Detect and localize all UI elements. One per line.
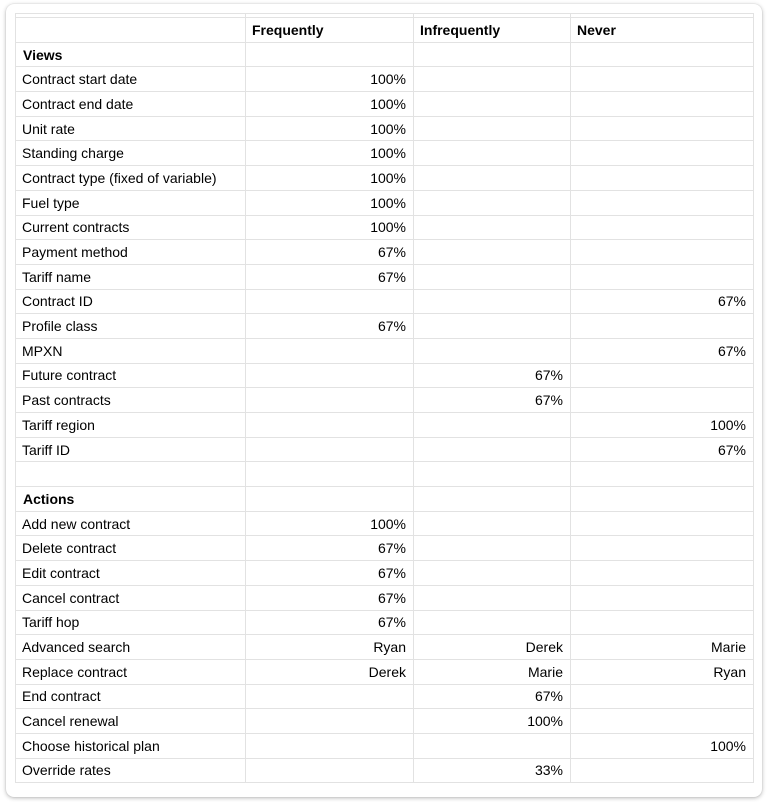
cell-infrequently[interactable] — [414, 561, 571, 586]
cell-infrequently[interactable] — [414, 462, 571, 487]
cell-infrequently[interactable] — [414, 289, 571, 314]
cell-infrequently[interactable]: 67% — [414, 388, 571, 413]
cell-frequently[interactable] — [246, 363, 414, 388]
cell-frequently[interactable]: Ryan — [246, 635, 414, 660]
row-label-cell[interactable]: Override rates — [16, 758, 246, 783]
table-row — [16, 314, 754, 339]
row-label-cell[interactable]: Add new contract — [16, 511, 246, 536]
cell-never[interactable]: 100% — [571, 413, 754, 438]
cell-infrequently[interactable] — [414, 42, 571, 67]
table-row — [16, 585, 754, 610]
cell-infrequently[interactable] — [414, 585, 571, 610]
cell-infrequently[interactable] — [414, 215, 571, 240]
section-header-row-views — [16, 42, 754, 67]
cell-never[interactable] — [571, 166, 754, 191]
row-label-cell[interactable]: Contract start date — [16, 67, 246, 92]
row-label-cell[interactable]: Fuel type — [16, 190, 246, 215]
table-row — [16, 413, 754, 438]
section-header-cell[interactable]: Actions — [16, 487, 246, 512]
cell-never[interactable]: 67% — [571, 338, 754, 363]
table-row — [16, 437, 754, 462]
corner-cell[interactable] — [16, 18, 246, 43]
cell-infrequently[interactable]: Infrequently — [414, 18, 571, 43]
cell-never[interactable] — [571, 116, 754, 141]
row-label-cell[interactable]: Tariff region — [16, 413, 246, 438]
row-label-cell[interactable]: End contract — [16, 684, 246, 709]
row-label-cell[interactable]: Profile class — [16, 314, 246, 339]
table-row — [16, 610, 754, 635]
cell-never[interactable]: Never — [571, 18, 754, 43]
table-row — [16, 264, 754, 289]
row-label-cell[interactable]: Choose historical plan — [16, 733, 246, 758]
cell-never[interactable] — [571, 190, 754, 215]
cell-never[interactable] — [571, 536, 754, 561]
table-row — [16, 659, 754, 684]
cell-infrequently[interactable] — [414, 190, 571, 215]
cell-frequently[interactable] — [246, 733, 414, 758]
table-row — [16, 684, 754, 709]
cell-never[interactable] — [571, 709, 754, 734]
cell-never[interactable] — [571, 487, 754, 512]
row-label-cell[interactable]: Unit rate — [16, 116, 246, 141]
cell-frequently[interactable] — [246, 289, 414, 314]
cell-frequently[interactable]: 67% — [246, 240, 414, 265]
cell-infrequently[interactable]: Derek — [414, 635, 571, 660]
row-label-cell[interactable]: Cancel renewal — [16, 709, 246, 734]
table-row — [16, 92, 754, 117]
row-label-cell[interactable]: MPXN — [16, 338, 246, 363]
cell-infrequently[interactable] — [414, 437, 571, 462]
cell-never[interactable] — [571, 42, 754, 67]
cell-infrequently[interactable] — [414, 264, 571, 289]
table-row — [16, 240, 754, 265]
cell-never[interactable] — [571, 758, 754, 783]
table-row — [16, 511, 754, 536]
cell-infrequently[interactable] — [414, 610, 571, 635]
row-label-cell[interactable]: Edit contract — [16, 561, 246, 586]
table-row — [16, 289, 754, 314]
cell-never[interactable] — [571, 264, 754, 289]
row-label-cell[interactable]: Past contracts — [16, 388, 246, 413]
frequency-matrix-table — [15, 13, 754, 783]
row-label-cell[interactable]: Contract end date — [16, 92, 246, 117]
cell-frequently[interactable] — [246, 684, 414, 709]
row-label-cell[interactable]: Payment method — [16, 240, 246, 265]
empty-cell[interactable] — [16, 462, 246, 487]
cell-frequently[interactable]: 100% — [246, 116, 414, 141]
cell-never[interactable] — [571, 511, 754, 536]
cell-never[interactable] — [571, 240, 754, 265]
cell-infrequently[interactable] — [414, 166, 571, 191]
section-header-cell[interactable]: Views — [16, 42, 246, 67]
cell-never[interactable] — [571, 684, 754, 709]
table-row — [16, 536, 754, 561]
cell-frequently[interactable] — [246, 437, 414, 462]
table-row — [16, 363, 754, 388]
cell-frequently[interactable]: Frequently — [246, 18, 414, 43]
cell-frequently[interactable]: 67% — [246, 561, 414, 586]
cell-never[interactable] — [571, 314, 754, 339]
cell-never[interactable]: 67% — [571, 289, 754, 314]
row-label-cell[interactable]: Tariff hop — [16, 610, 246, 635]
cell-never[interactable] — [571, 610, 754, 635]
row-label-cell[interactable]: Tariff ID — [16, 437, 246, 462]
cell-frequently[interactable]: 100% — [246, 166, 414, 191]
row-label-cell[interactable]: Tariff name — [16, 264, 246, 289]
cell-frequently[interactable] — [246, 413, 414, 438]
cell-infrequently[interactable] — [414, 413, 571, 438]
cell-infrequently[interactable]: Marie — [414, 659, 571, 684]
cell-frequently[interactable]: 67% — [246, 536, 414, 561]
table-row — [16, 166, 754, 191]
table-row — [16, 635, 754, 660]
cell-frequently[interactable]: 100% — [246, 141, 414, 166]
cell-frequently[interactable]: 67% — [246, 264, 414, 289]
sheet-card — [6, 4, 762, 797]
cell-frequently[interactable] — [246, 487, 414, 512]
row-label-cell[interactable]: Standing charge — [16, 141, 246, 166]
cell-never[interactable] — [571, 92, 754, 117]
cell-never[interactable] — [571, 561, 754, 586]
cell-never[interactable] — [571, 215, 754, 240]
table-row — [16, 116, 754, 141]
row-label-cell[interactable]: Cancel contract — [16, 585, 246, 610]
table-row — [16, 733, 754, 758]
cell-frequently[interactable] — [246, 709, 414, 734]
column-header-row — [16, 18, 754, 43]
table-row — [16, 758, 754, 783]
row-label-cell[interactable]: Delete contract — [16, 536, 246, 561]
table-row — [16, 388, 754, 413]
row-label-cell[interactable]: Replace contract — [16, 659, 246, 684]
row-label-cell[interactable]: Current contracts — [16, 215, 246, 240]
cell-never[interactable] — [571, 67, 754, 92]
cell-infrequently[interactable]: 33% — [414, 758, 571, 783]
cell-infrequently[interactable] — [414, 511, 571, 536]
cell-frequently[interactable] — [246, 388, 414, 413]
cell-infrequently[interactable] — [414, 240, 571, 265]
cell-frequently[interactable]: 67% — [246, 585, 414, 610]
cell-frequently[interactable]: 100% — [246, 511, 414, 536]
cell-infrequently[interactable] — [414, 536, 571, 561]
table-body — [16, 14, 754, 783]
cell-infrequently[interactable]: 100% — [414, 709, 571, 734]
cell-never[interactable]: Ryan — [571, 659, 754, 684]
cell-never[interactable] — [571, 363, 754, 388]
table-row — [16, 215, 754, 240]
spacer-row — [16, 462, 754, 487]
cell-frequently[interactable]: 100% — [246, 190, 414, 215]
table-row — [16, 190, 754, 215]
row-label-cell[interactable]: Advanced search — [16, 635, 246, 660]
cell-never[interactable]: Marie — [571, 635, 754, 660]
cell-never[interactable] — [571, 462, 754, 487]
cell-infrequently[interactable] — [414, 338, 571, 363]
table-row — [16, 561, 754, 586]
cell-infrequently[interactable] — [414, 116, 571, 141]
cell-infrequently[interactable] — [414, 67, 571, 92]
cell-frequently[interactable]: 100% — [246, 92, 414, 117]
cell-frequently[interactable] — [246, 758, 414, 783]
cell-never[interactable]: 67% — [571, 437, 754, 462]
cell-infrequently[interactable]: 67% — [414, 684, 571, 709]
row-label-cell[interactable]: Contract ID — [16, 289, 246, 314]
cell-never[interactable] — [571, 388, 754, 413]
cell-frequently[interactable] — [246, 462, 414, 487]
cell-frequently[interactable] — [246, 42, 414, 67]
table-row — [16, 141, 754, 166]
cell-infrequently[interactable] — [414, 733, 571, 758]
cell-infrequently[interactable] — [414, 92, 571, 117]
row-label-cell[interactable]: Contract type (fixed of variable) — [16, 166, 246, 191]
cell-infrequently[interactable] — [414, 141, 571, 166]
cell-frequently[interactable]: 100% — [246, 67, 414, 92]
row-label-cell[interactable]: Future contract — [16, 363, 246, 388]
cell-frequently[interactable]: 67% — [246, 610, 414, 635]
cell-infrequently[interactable]: 67% — [414, 363, 571, 388]
cell-frequently[interactable]: 67% — [246, 314, 414, 339]
cell-infrequently[interactable] — [414, 487, 571, 512]
cell-never[interactable] — [571, 141, 754, 166]
table-row — [16, 67, 754, 92]
cell-frequently[interactable]: 100% — [246, 215, 414, 240]
table-row — [16, 709, 754, 734]
cell-never[interactable]: 100% — [571, 733, 754, 758]
cell-frequently[interactable]: Derek — [246, 659, 414, 684]
section-header-row-actions — [16, 487, 754, 512]
cell-frequently[interactable] — [246, 338, 414, 363]
cell-infrequently[interactable] — [414, 314, 571, 339]
cell-never[interactable] — [571, 585, 754, 610]
table-row — [16, 338, 754, 363]
